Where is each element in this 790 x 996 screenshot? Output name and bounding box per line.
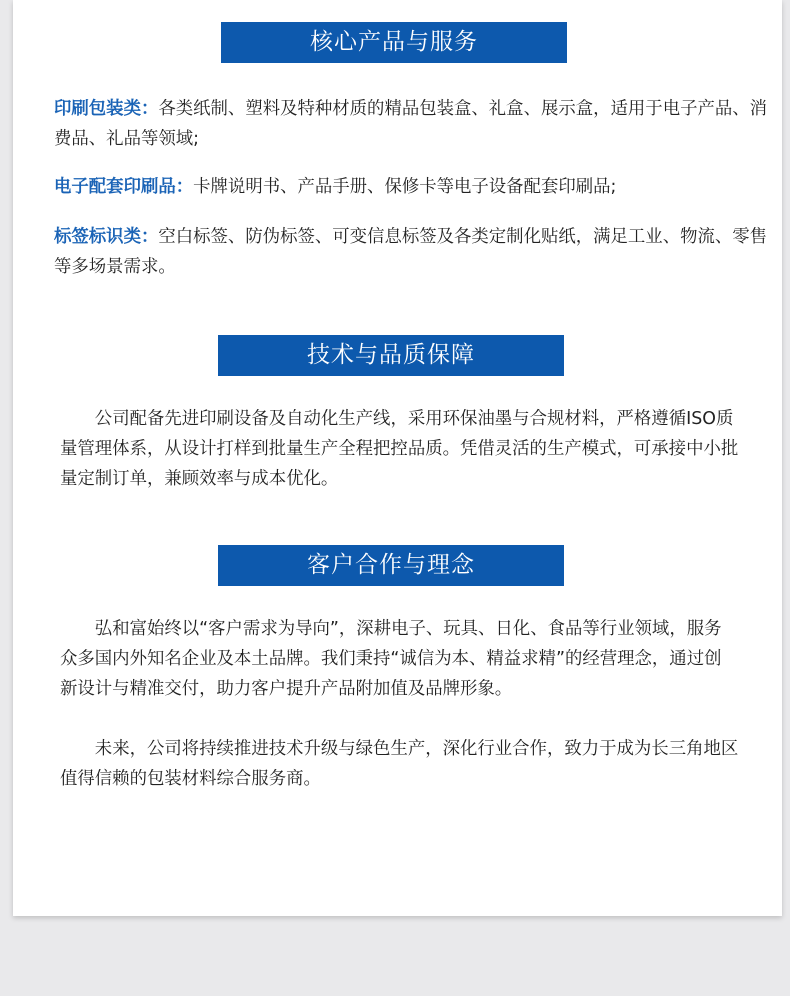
product-text-labels: 空白标签、防伪标签、可变信息标签及各类定制化贴纸，满足工业、物流、零售等多场景需求。 [54,227,768,277]
quality-paragraph: 公司配备先进印刷设备及自动化生产线，采用环保油墨与合规材料，严格遵循ISO质量管理体系，从设计打样到批量生产全程把控品质。凭借灵活的生产模式，可承接中小批量定制订单，兼顾效率与成本优化。 [60,409,739,489]
section-title-products: 核心产品与服务 [221,22,567,63]
product-text-packaging: 各类纸制、塑料及特种材质的精品包装盒、礼盒、展示盒，适用于电子产品、消费品、礼品等领域; [54,99,768,149]
section-title-quality: 技术与品质保障 [218,335,564,376]
product-item-packaging [54,94,769,154]
product-text-electronic: 卡牌说明书、产品手册、保修卡等电子设备配套印刷品; [193,177,617,197]
cooperation-paragraph-1: 弘和富始终以“客户需求为导向”，深耕电子、玩具、日化、食品等行业领域，服务众多国内外知名企业及本土品牌。我们秉持“诚信为本、精益求精”的经营理念，通过创新设计与精准交付，助力客户提升产品附加值及品牌形象。 [60,619,722,699]
product-item-labels [54,222,769,282]
cooperation-paragraph-2: 未来，公司将持续推进技术升级与绿色生产，深化行业合作，致力于成为长三角地区值得信赖的包装材料综合服务商。 [60,739,739,789]
product-label-packaging: 印刷包装类： [54,99,159,119]
section-title-cooperation: 客户合作与理念 [218,545,564,586]
product-item-electronic [54,172,769,202]
product-label-labels: 标签标识类： [54,227,159,247]
product-label-electronic: 电子配套印刷品： [54,177,194,197]
content-card [13,0,782,916]
